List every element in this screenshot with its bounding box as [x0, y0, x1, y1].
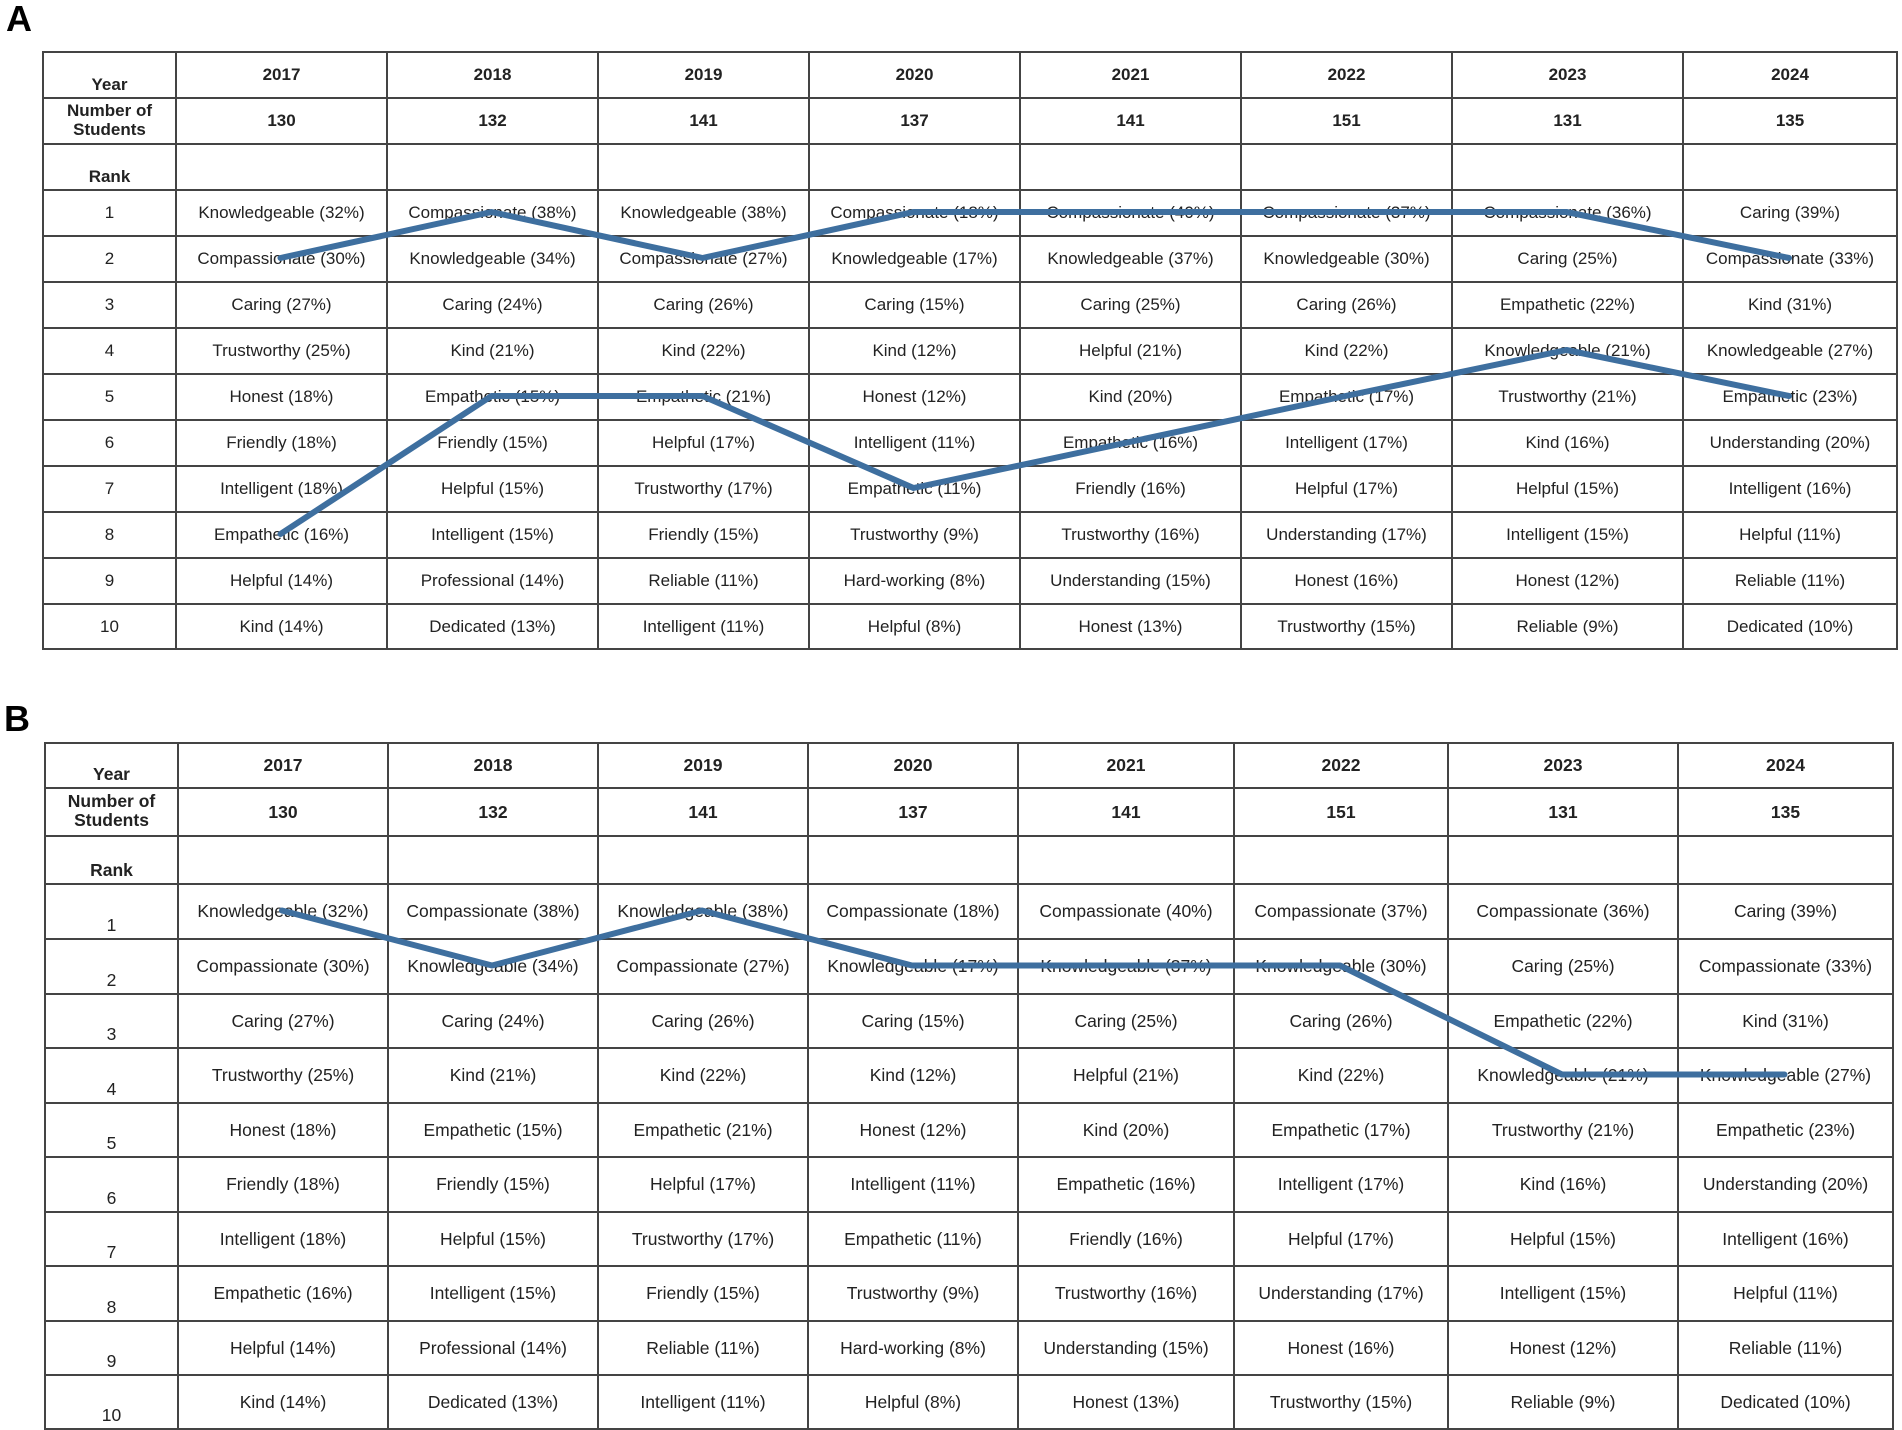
trait-cell: Reliable (9%)	[1452, 604, 1683, 649]
trait-cell: Caring (25%)	[1018, 994, 1234, 1048]
year-cell: 2017	[178, 743, 388, 788]
trait-cell: Compassionate (40%)	[1020, 190, 1241, 236]
rank-cell: 3	[43, 282, 176, 328]
trait-cell: Compassionate (38%)	[387, 190, 598, 236]
table-row	[45, 1048, 1893, 1103]
year-cell: 2024	[1678, 743, 1893, 788]
trait-cell: Hard-working (8%)	[808, 1321, 1018, 1375]
empty-cell	[1020, 144, 1241, 190]
trait-cell: Trustworthy (15%)	[1241, 604, 1452, 649]
students-cell: 135	[1683, 98, 1897, 144]
trait-cell: Trustworthy (21%)	[1448, 1103, 1678, 1157]
trait-cell: Caring (39%)	[1683, 190, 1897, 236]
trait-cell: Knowledgeable (17%)	[808, 939, 1018, 994]
students-cell: 132	[387, 98, 598, 144]
year-cell: 2020	[808, 743, 1018, 788]
table-row	[45, 1266, 1893, 1321]
year-cell: 2022	[1241, 52, 1452, 98]
trait-cell: Understanding (15%)	[1018, 1321, 1234, 1375]
trait-cell: Reliable (11%)	[598, 558, 809, 604]
rank-header: Rank	[45, 836, 178, 884]
empty-cell	[1241, 144, 1452, 190]
trait-cell: Empathetic (16%)	[1018, 1157, 1234, 1212]
trait-cell: Empathetic (16%)	[178, 1266, 388, 1321]
trait-cell: Empathetic (11%)	[808, 1212, 1018, 1266]
trait-cell: Empathetic (21%)	[598, 374, 809, 420]
rank-cell: 9	[45, 1321, 178, 1375]
trait-cell: Compassionate (30%)	[178, 939, 388, 994]
trait-cell: Compassionate (37%)	[1234, 884, 1448, 939]
table-row	[45, 1157, 1893, 1212]
trait-cell: Knowledgeable (27%)	[1678, 1048, 1893, 1103]
trait-cell: Knowledgeable (32%)	[178, 884, 388, 939]
trait-cell: Caring (24%)	[388, 994, 598, 1048]
trait-cell: Trustworthy (16%)	[1020, 512, 1241, 558]
trait-cell: Caring (15%)	[809, 282, 1020, 328]
trait-cell: Empathetic (17%)	[1234, 1103, 1448, 1157]
empty-cell	[808, 836, 1018, 884]
trait-cell: Intelligent (11%)	[809, 420, 1020, 466]
trait-cell: Compassionate (33%)	[1678, 939, 1893, 994]
trait-cell: Trustworthy (17%)	[598, 1212, 808, 1266]
trait-cell: Intelligent (15%)	[387, 512, 598, 558]
students-cell: 137	[809, 98, 1020, 144]
trait-cell: Helpful (14%)	[176, 558, 387, 604]
rank-cell: 5	[43, 374, 176, 420]
trait-cell: Compassionate (30%)	[176, 236, 387, 282]
trait-cell: Intelligent (18%)	[176, 466, 387, 512]
trait-cell: Helpful (17%)	[598, 1157, 808, 1212]
trait-cell: Intelligent (16%)	[1683, 466, 1897, 512]
ranking-table	[44, 742, 1894, 1430]
trait-cell: Compassionate (33%)	[1683, 236, 1897, 282]
rank-cell: 1	[45, 884, 178, 939]
trait-cell: Reliable (11%)	[1678, 1321, 1893, 1375]
trait-cell: Reliable (11%)	[598, 1321, 808, 1375]
trait-cell: Understanding (20%)	[1683, 420, 1897, 466]
trait-cell: Trustworthy (16%)	[1018, 1266, 1234, 1321]
trait-cell: Kind (14%)	[178, 1375, 388, 1429]
trait-cell: Caring (25%)	[1020, 282, 1241, 328]
trait-cell: Knowledgeable (38%)	[598, 884, 808, 939]
trait-cell: Kind (22%)	[1234, 1048, 1448, 1103]
students-cell: 130	[176, 98, 387, 144]
trait-cell: Understanding (15%)	[1020, 558, 1241, 604]
trait-cell: Empathetic (22%)	[1452, 282, 1683, 328]
rank-cell: 6	[43, 420, 176, 466]
rank-cell: 10	[43, 604, 176, 649]
rank-cell: 8	[45, 1266, 178, 1321]
trait-cell: Trustworthy (15%)	[1234, 1375, 1448, 1429]
trait-cell: Friendly (16%)	[1020, 466, 1241, 512]
trait-cell: Intelligent (11%)	[808, 1157, 1018, 1212]
trait-cell: Intelligent (15%)	[1452, 512, 1683, 558]
students-cell: 135	[1678, 788, 1893, 836]
trait-cell: Kind (14%)	[176, 604, 387, 649]
trait-cell: Compassionate (27%)	[598, 939, 808, 994]
table-row	[45, 1103, 1893, 1157]
table-row	[45, 1321, 1893, 1375]
year-cell: 2019	[598, 743, 808, 788]
trait-cell: Trustworthy (21%)	[1452, 374, 1683, 420]
trait-cell: Compassionate (27%)	[598, 236, 809, 282]
trait-cell: Understanding (17%)	[1241, 512, 1452, 558]
trait-cell: Honest (18%)	[176, 374, 387, 420]
trait-cell: Compassionate (38%)	[388, 884, 598, 939]
trait-cell: Empathetic (23%)	[1683, 374, 1897, 420]
table-row	[43, 420, 1897, 466]
trait-cell: Honest (12%)	[1452, 558, 1683, 604]
empty-cell	[387, 144, 598, 190]
trait-cell: Honest (18%)	[178, 1103, 388, 1157]
empty-cell	[1678, 836, 1893, 884]
empty-cell	[176, 144, 387, 190]
trait-cell: Caring (27%)	[176, 282, 387, 328]
trait-cell: Trustworthy (25%)	[178, 1048, 388, 1103]
trait-cell: Compassionate (18%)	[809, 190, 1020, 236]
trait-cell: Helpful (8%)	[808, 1375, 1018, 1429]
students-cell: 141	[1020, 98, 1241, 144]
empty-cell	[1448, 836, 1678, 884]
trait-cell: Helpful (17%)	[1234, 1212, 1448, 1266]
trait-cell: Kind (12%)	[808, 1048, 1018, 1103]
trait-cell: Empathetic (11%)	[809, 466, 1020, 512]
students-cell: 141	[598, 788, 808, 836]
empty-cell	[1452, 144, 1683, 190]
trait-cell: Intelligent (16%)	[1678, 1212, 1893, 1266]
trait-cell: Helpful (17%)	[598, 420, 809, 466]
trait-cell: Compassionate (37%)	[1241, 190, 1452, 236]
trait-cell: Dedicated (10%)	[1678, 1375, 1893, 1429]
panel-a-label: A	[6, 0, 32, 39]
trait-cell: Kind (22%)	[598, 328, 809, 374]
trait-cell: Dedicated (10%)	[1683, 604, 1897, 649]
trait-cell: Helpful (15%)	[388, 1212, 598, 1266]
students-cell: 131	[1452, 98, 1683, 144]
table-row	[45, 1375, 1893, 1429]
trait-cell: Friendly (15%)	[598, 512, 809, 558]
trait-cell: Knowledgeable (37%)	[1020, 236, 1241, 282]
trait-cell: Caring (39%)	[1678, 884, 1893, 939]
students-cell: 151	[1234, 788, 1448, 836]
trait-cell: Honest (16%)	[1234, 1321, 1448, 1375]
rank-cell: 6	[45, 1157, 178, 1212]
trait-cell: Knowledgeable (27%)	[1683, 328, 1897, 374]
trait-cell: Empathetic (17%)	[1241, 374, 1452, 420]
trait-cell: Reliable (9%)	[1448, 1375, 1678, 1429]
trait-cell: Friendly (15%)	[598, 1266, 808, 1321]
trait-cell: Caring (26%)	[598, 282, 809, 328]
trait-cell: Kind (22%)	[598, 1048, 808, 1103]
trait-cell: Kind (20%)	[1020, 374, 1241, 420]
students-header: Number of Students	[45, 788, 178, 836]
trait-cell: Kind (31%)	[1683, 282, 1897, 328]
trait-cell: Honest (12%)	[1448, 1321, 1678, 1375]
table-row	[43, 236, 1897, 282]
trait-cell: Helpful (15%)	[387, 466, 598, 512]
trait-cell: Kind (20%)	[1018, 1103, 1234, 1157]
students-cell: 130	[178, 788, 388, 836]
year-cell: 2017	[176, 52, 387, 98]
trait-cell: Helpful (8%)	[809, 604, 1020, 649]
trait-cell: Trustworthy (25%)	[176, 328, 387, 374]
trait-cell: Honest (13%)	[1020, 604, 1241, 649]
rank-cell: 7	[43, 466, 176, 512]
trait-cell: Friendly (18%)	[176, 420, 387, 466]
trait-cell: Kind (12%)	[809, 328, 1020, 374]
trait-cell: Caring (25%)	[1448, 939, 1678, 994]
table-row	[43, 558, 1897, 604]
trait-cell: Compassionate (36%)	[1448, 884, 1678, 939]
trait-cell: Helpful (17%)	[1241, 466, 1452, 512]
students-cell: 131	[1448, 788, 1678, 836]
trait-cell: Kind (22%)	[1241, 328, 1452, 374]
trait-cell: Empathetic (22%)	[1448, 994, 1678, 1048]
empty-cell	[598, 144, 809, 190]
trait-cell: Intelligent (18%)	[178, 1212, 388, 1266]
rank-header: Rank	[43, 144, 176, 190]
trait-cell: Knowledgeable (30%)	[1241, 236, 1452, 282]
trait-cell: Knowledgeable (21%)	[1452, 328, 1683, 374]
trait-cell: Helpful (21%)	[1018, 1048, 1234, 1103]
trait-cell: Helpful (11%)	[1683, 512, 1897, 558]
trait-cell: Intelligent (11%)	[598, 1375, 808, 1429]
trait-cell: Intelligent (17%)	[1234, 1157, 1448, 1212]
table-row	[45, 939, 1893, 994]
year-cell: 2022	[1234, 743, 1448, 788]
trait-cell: Friendly (15%)	[387, 420, 598, 466]
rank-cell: 2	[43, 236, 176, 282]
trait-cell: Empathetic (21%)	[598, 1103, 808, 1157]
trait-cell: Honest (12%)	[809, 374, 1020, 420]
trait-cell: Kind (16%)	[1452, 420, 1683, 466]
trait-cell: Knowledgeable (21%)	[1448, 1048, 1678, 1103]
trait-cell: Empathetic (23%)	[1678, 1103, 1893, 1157]
trait-cell: Professional (14%)	[388, 1321, 598, 1375]
students-cell: 141	[1018, 788, 1234, 836]
students-header: Number of Students	[43, 98, 176, 144]
empty-cell	[598, 836, 808, 884]
trait-cell: Friendly (16%)	[1018, 1212, 1234, 1266]
ranking-table	[42, 51, 1898, 650]
trait-cell: Knowledgeable (34%)	[387, 236, 598, 282]
students-cell: 151	[1241, 98, 1452, 144]
year-cell: 2023	[1452, 52, 1683, 98]
trait-cell: Kind (21%)	[387, 328, 598, 374]
year-cell: 2018	[388, 743, 598, 788]
rank-cell: 3	[45, 994, 178, 1048]
ranking-table-b	[44, 742, 1894, 1425]
trait-cell: Understanding (20%)	[1678, 1157, 1893, 1212]
trait-cell: Empathetic (15%)	[387, 374, 598, 420]
trait-cell: Compassionate (40%)	[1018, 884, 1234, 939]
students-cell: 137	[808, 788, 1018, 836]
trait-cell: Empathetic (16%)	[176, 512, 387, 558]
rank-cell: 5	[45, 1103, 178, 1157]
year-cell: 2018	[387, 52, 598, 98]
rank-cell: 8	[43, 512, 176, 558]
table-row	[45, 884, 1893, 939]
trait-cell: Caring (27%)	[178, 994, 388, 1048]
trait-cell: Compassionate (18%)	[808, 884, 1018, 939]
table-row	[45, 1212, 1893, 1266]
trait-cell: Helpful (21%)	[1020, 328, 1241, 374]
empty-cell	[1018, 836, 1234, 884]
trait-cell: Caring (26%)	[1241, 282, 1452, 328]
table-row	[43, 374, 1897, 420]
empty-cell	[1234, 836, 1448, 884]
trait-cell: Trustworthy (17%)	[598, 466, 809, 512]
trait-cell: Intelligent (15%)	[1448, 1266, 1678, 1321]
year-cell: 2023	[1448, 743, 1678, 788]
trait-cell: Friendly (18%)	[178, 1157, 388, 1212]
trait-cell: Helpful (14%)	[178, 1321, 388, 1375]
trait-cell: Kind (21%)	[388, 1048, 598, 1103]
trait-cell: Caring (25%)	[1452, 236, 1683, 282]
trait-cell: Intelligent (17%)	[1241, 420, 1452, 466]
empty-cell	[388, 836, 598, 884]
year-header: Year	[43, 52, 176, 98]
empty-cell	[1683, 144, 1897, 190]
year-cell: 2024	[1683, 52, 1897, 98]
trait-cell: Hard-working (8%)	[809, 558, 1020, 604]
trait-cell: Caring (26%)	[1234, 994, 1448, 1048]
trait-cell: Kind (16%)	[1448, 1157, 1678, 1212]
trait-cell: Kind (31%)	[1678, 994, 1893, 1048]
trait-cell: Friendly (15%)	[388, 1157, 598, 1212]
trait-cell: Compassionate (36%)	[1452, 190, 1683, 236]
trait-cell: Knowledgeable (32%)	[176, 190, 387, 236]
students-cell: 141	[598, 98, 809, 144]
trait-cell: Trustworthy (9%)	[809, 512, 1020, 558]
trait-cell: Professional (14%)	[387, 558, 598, 604]
students-cell: 132	[388, 788, 598, 836]
rank-cell: 4	[43, 328, 176, 374]
table-row	[43, 282, 1897, 328]
ranking-table-a	[42, 51, 1898, 648]
trait-cell: Trustworthy (9%)	[808, 1266, 1018, 1321]
table-row	[43, 466, 1897, 512]
trait-cell: Honest (16%)	[1241, 558, 1452, 604]
trait-cell: Helpful (15%)	[1452, 466, 1683, 512]
trait-cell: Intelligent (11%)	[598, 604, 809, 649]
table-row	[43, 328, 1897, 374]
trait-cell: Honest (12%)	[808, 1103, 1018, 1157]
year-cell: 2021	[1020, 52, 1241, 98]
table-row	[43, 190, 1897, 236]
trait-cell: Caring (15%)	[808, 994, 1018, 1048]
year-cell: 2020	[809, 52, 1020, 98]
table-row	[45, 994, 1893, 1048]
empty-cell	[809, 144, 1020, 190]
panel-b-label: B	[4, 698, 30, 739]
rank-cell: 7	[45, 1212, 178, 1266]
trait-cell: Knowledgeable (34%)	[388, 939, 598, 994]
trait-cell: Caring (24%)	[387, 282, 598, 328]
trait-cell: Dedicated (13%)	[388, 1375, 598, 1429]
rank-cell: 10	[45, 1375, 178, 1429]
trait-cell: Knowledgeable (30%)	[1234, 939, 1448, 994]
trait-cell: Intelligent (15%)	[388, 1266, 598, 1321]
year-cell: 2019	[598, 52, 809, 98]
empty-cell	[178, 836, 388, 884]
trait-cell: Dedicated (13%)	[387, 604, 598, 649]
table-row	[43, 604, 1897, 649]
trait-cell: Reliable (11%)	[1683, 558, 1897, 604]
trait-cell: Empathetic (15%)	[388, 1103, 598, 1157]
rank-cell: 1	[43, 190, 176, 236]
year-header: Year	[45, 743, 178, 788]
trait-cell: Honest (13%)	[1018, 1375, 1234, 1429]
trait-cell: Knowledgeable (37%)	[1018, 939, 1234, 994]
trait-cell: Knowledgeable (38%)	[598, 190, 809, 236]
trait-cell: Understanding (17%)	[1234, 1266, 1448, 1321]
trait-cell: Empathetic (16%)	[1020, 420, 1241, 466]
rank-cell: 9	[43, 558, 176, 604]
year-cell: 2021	[1018, 743, 1234, 788]
trait-cell: Knowledgeable (17%)	[809, 236, 1020, 282]
table-row	[43, 512, 1897, 558]
rank-cell: 2	[45, 939, 178, 994]
rank-cell: 4	[45, 1048, 178, 1103]
trait-cell: Caring (26%)	[598, 994, 808, 1048]
trait-cell: Helpful (15%)	[1448, 1212, 1678, 1266]
trait-cell: Helpful (11%)	[1678, 1266, 1893, 1321]
